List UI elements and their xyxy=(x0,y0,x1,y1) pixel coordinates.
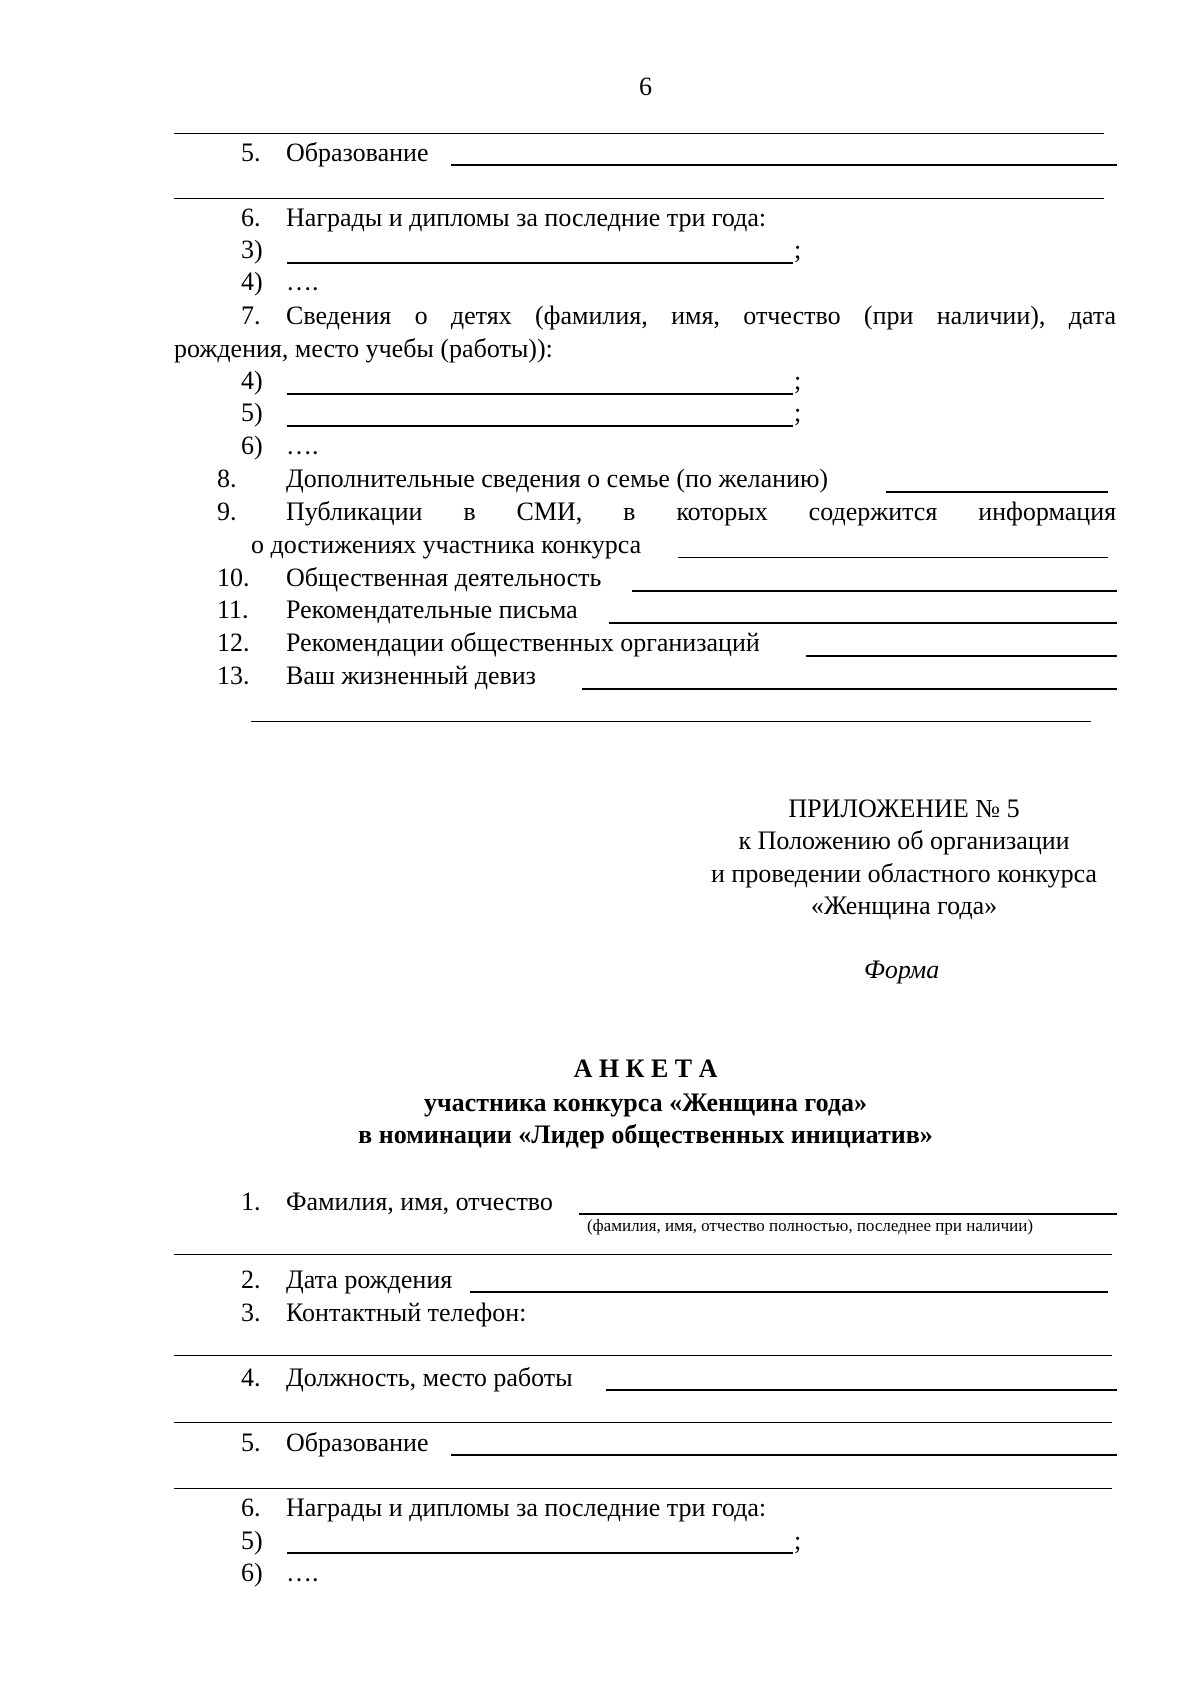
item-13-answer-line[interactable] xyxy=(582,688,1117,690)
item-9-word: в xyxy=(463,497,476,526)
item-6-sub-number: 4) xyxy=(241,267,263,296)
item-7-word: (фамилия, xyxy=(535,301,648,330)
blank-line xyxy=(174,133,1104,134)
item-10-label: Общественная деятельность xyxy=(286,563,602,592)
page-number: 6 xyxy=(639,72,652,101)
item-8-label: Дополнительные сведения о семье (по желанию) xyxy=(286,464,829,493)
item-7-sub-number: 4) xyxy=(241,366,263,395)
question-4-answer-line[interactable] xyxy=(606,1389,1117,1391)
item-5-number: 5. xyxy=(241,138,261,167)
appendix-title: ПРИЛОЖЕНИЕ № 5 xyxy=(788,794,1020,823)
question-2-label: Дата рождения xyxy=(286,1265,453,1294)
question-2-number: 2. xyxy=(241,1265,261,1294)
item-11-number: 11. xyxy=(217,595,249,624)
appendix-line: «Женщина года» xyxy=(810,891,998,920)
item-13-label: Ваш жизненный девиз xyxy=(286,661,536,690)
item-7-sub-answer-line[interactable] xyxy=(287,393,793,395)
appendix-line: и проведении областного конкурса xyxy=(711,859,1097,888)
question-6-sub-number: 6) xyxy=(241,1558,263,1587)
item-7-word: отчество xyxy=(743,301,841,330)
item-6-sub-number: 3) xyxy=(241,235,263,264)
item-7-sub-answer-line[interactable] xyxy=(287,425,793,427)
blank-line xyxy=(174,1254,1112,1255)
item-6-sub-semicolon: ; xyxy=(794,235,802,264)
appendix-line: к Положению об организации xyxy=(738,826,1070,855)
item-11-label: Рекомендательные письма xyxy=(286,595,578,624)
question-1-answer-line[interactable] xyxy=(579,1213,1117,1215)
item-9-word: информация xyxy=(978,497,1117,526)
item-10-answer-line[interactable] xyxy=(632,590,1117,592)
item-9-line-1 xyxy=(286,497,1116,527)
questionnaire-title: А Н К Е Т А xyxy=(573,1054,718,1083)
item-11-answer-line[interactable] xyxy=(609,622,1117,624)
item-5-answer-line[interactable] xyxy=(451,164,1117,166)
item-7-word: имя, xyxy=(671,301,720,330)
question-6-number: 6. xyxy=(241,1493,261,1522)
form-label: Форма xyxy=(864,955,940,984)
item-7-word: Сведения xyxy=(286,301,392,330)
question-3-label: Контактный телефон: xyxy=(286,1298,527,1327)
item-8-answer-line[interactable] xyxy=(886,491,1108,493)
question-1-hint: (фамилия, имя, отчество полностью, последнее при наличии) xyxy=(587,1216,1034,1235)
item-7-word: (при xyxy=(863,301,914,330)
item-9-word: которых xyxy=(676,497,768,526)
item-7-word: детях xyxy=(450,301,512,330)
item-6-ellipsis: …. xyxy=(286,267,319,296)
item-9-word: содержится xyxy=(808,497,938,526)
question-5-number: 5. xyxy=(241,1428,261,1457)
item-7-word: дата xyxy=(1068,301,1117,330)
item-7-sub-semicolon: ; xyxy=(794,398,802,427)
item-7-line-1 xyxy=(286,301,1116,331)
item-5-label: Образование xyxy=(286,138,429,167)
item-6-label: Награды и дипломы за последние три года: xyxy=(286,203,767,232)
item-13-number: 13. xyxy=(217,661,250,690)
item-6-number: 6. xyxy=(241,203,261,232)
item-9-word: Публикации xyxy=(286,497,423,526)
item-12-number: 12. xyxy=(217,628,250,657)
item-10-number: 10. xyxy=(217,563,250,592)
item-7-sub-semicolon: ; xyxy=(794,366,802,395)
question-1-label: Фамилия, имя, отчество xyxy=(286,1187,553,1216)
item-9-answer-line[interactable] xyxy=(678,557,1108,558)
item-7-word: о xyxy=(414,301,428,330)
blank-line xyxy=(174,198,1104,199)
question-5-label: Образование xyxy=(286,1428,429,1457)
item-6-sub-answer-line[interactable] xyxy=(287,262,793,264)
question-2-answer-line[interactable] xyxy=(470,1291,1108,1293)
item-9-line-2: о достижениях участника конкурса xyxy=(251,530,642,559)
item-7-line-2: рождения, место учебы (работы)): xyxy=(174,334,553,363)
questionnaire-subtitle: участника конкурса «Женщина года» xyxy=(424,1088,867,1117)
question-3-number: 3. xyxy=(241,1298,261,1327)
item-7-word: наличии), xyxy=(936,301,1046,330)
question-6-ellipsis: …. xyxy=(286,1558,319,1587)
blank-line xyxy=(174,1355,1112,1356)
item-12-label: Рекомендации общественных организаций xyxy=(286,628,760,657)
item-12-answer-line[interactable] xyxy=(806,655,1117,657)
item-8-number: 8. xyxy=(217,464,237,493)
item-9-word: в xyxy=(623,497,636,526)
question-4-number: 4. xyxy=(241,1363,261,1392)
question-5-answer-line[interactable] xyxy=(451,1454,1117,1456)
item-7-sub-number: 5) xyxy=(241,398,263,427)
question-6-sub-answer-line[interactable] xyxy=(287,1552,793,1554)
questionnaire-subtitle: в номинации «Лидер общественных инициатив» xyxy=(358,1120,933,1149)
item-7-number: 7. xyxy=(241,301,261,330)
blank-line xyxy=(174,1422,1112,1423)
question-6-label: Награды и дипломы за последние три года: xyxy=(286,1493,767,1522)
item-9-number: 9. xyxy=(217,497,237,526)
item-7-ellipsis: …. xyxy=(286,431,319,460)
item-7-sub-number: 6) xyxy=(241,431,263,460)
blank-line xyxy=(251,721,1091,722)
question-4-label: Должность, место работы xyxy=(286,1363,573,1392)
blank-line xyxy=(174,1488,1112,1489)
item-9-word: СМИ, xyxy=(516,497,583,526)
question-6-sub-semicolon: ; xyxy=(794,1526,802,1555)
question-6-sub-number: 5) xyxy=(241,1526,263,1555)
question-1-number: 1. xyxy=(241,1187,261,1216)
